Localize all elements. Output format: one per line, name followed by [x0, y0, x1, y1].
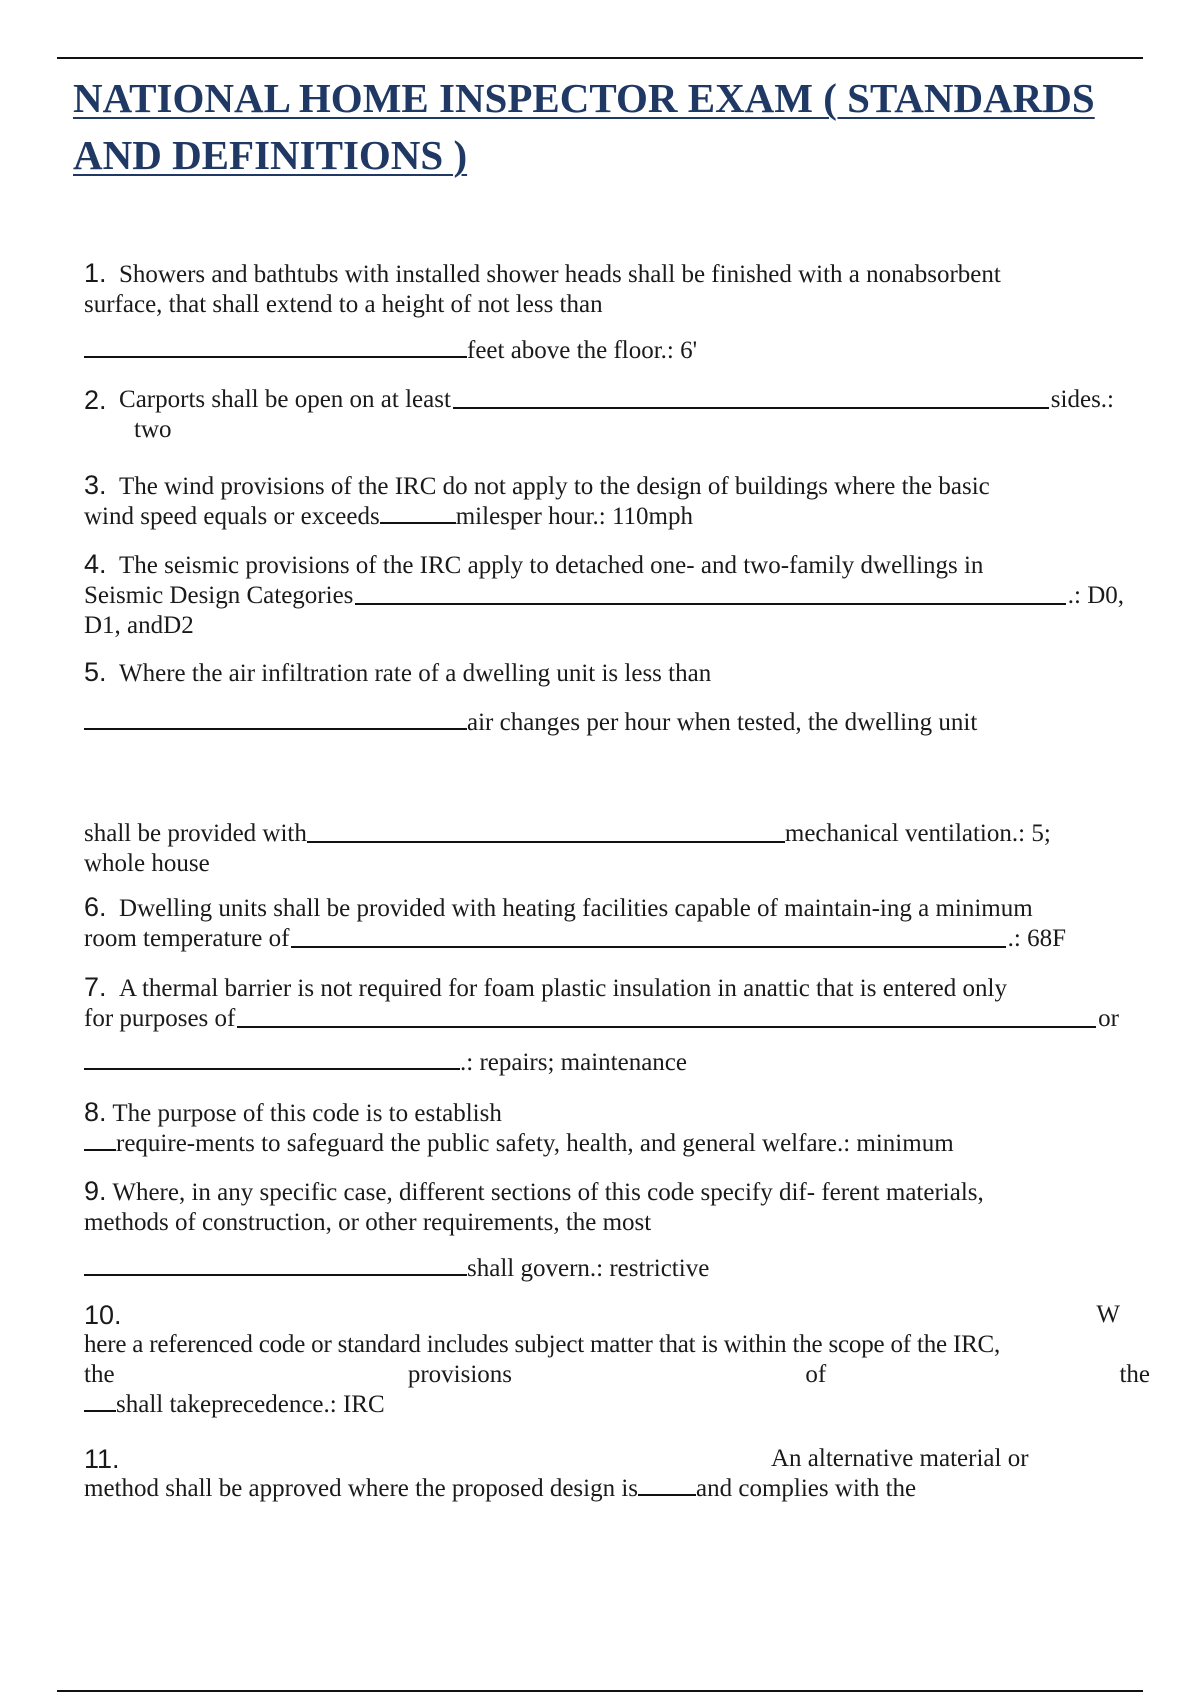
question-text: Dwelling units shall be provided with heating facilities capable of maintain-ing a minimum: [119, 895, 1033, 922]
answer-blank: [84, 1129, 116, 1151]
question-4: [84, 549, 1150, 641]
question-number: 11.: [84, 1444, 120, 1474]
question-text: Carports shall be open on at least: [119, 386, 451, 413]
question-text: The purpose of this code is to establish: [112, 1100, 502, 1127]
question-text: Seismic Design Categories: [84, 582, 354, 609]
question-text: D1, andD2: [84, 612, 194, 639]
question-text: methods of construction, or other requirements, the most: [84, 1209, 652, 1236]
question-text: W: [1096, 1301, 1120, 1328]
question-11: [84, 1444, 1150, 1504]
question-text: wind speed equals or exceeds: [84, 503, 380, 530]
question-number: 7.: [84, 972, 107, 1002]
answer-blank: [84, 1390, 116, 1412]
question-number: 2.: [84, 385, 107, 415]
answer-blank: [237, 1006, 1096, 1028]
question-text: the: [1119, 1361, 1150, 1388]
question-text: and complies with the: [696, 1475, 917, 1502]
answer-blank: [84, 1048, 460, 1070]
question-5: [84, 657, 1150, 879]
question-text: sides.:: [1050, 386, 1114, 413]
top-rule: [57, 57, 1143, 59]
document-title: NATIONAL HOME INSPECTOR EXAM ( STANDARDS AND DEFINITIONS ): [73, 75, 1095, 178]
answer-blank: [638, 1474, 696, 1496]
question-text: An alternative material or: [771, 1445, 1029, 1472]
question-number: 8.: [84, 1097, 107, 1127]
question-text: surface, that shall extend to a height of not less than: [84, 291, 603, 318]
answer-blank: [355, 583, 1065, 605]
question-number: 6.: [84, 892, 107, 922]
question-9: [84, 1176, 1150, 1284]
question-text: Showers and bathtubs with installed shower heads shall be finished with a nonabsorbent: [119, 261, 1001, 288]
question-text: the: [84, 1361, 115, 1388]
question-text: feet above the floor.: 6': [467, 337, 698, 364]
question-text: mechanical ventilation.: 5;: [784, 820, 1051, 847]
question-text: method shall be approved where the proposed design is: [84, 1475, 639, 1502]
answer-blank: [453, 387, 1049, 409]
question-text: A thermal barrier is not required for foam plastic insulation in anattic that is entered only: [119, 975, 1007, 1002]
question-text: The wind provisions of the IRC do not apply to the design of buildings where the basic: [119, 473, 990, 500]
question-text: for purposes of: [84, 1005, 236, 1032]
question-text: shall takeprecedence.: IRC: [116, 1391, 385, 1418]
question-text: The seismic provisions of the IRC apply to detached one- and two-family dwellings in: [119, 552, 984, 579]
question-text: whole house: [84, 850, 210, 877]
question-text: Where the air infiltration rate of a dwelling unit is less than: [119, 660, 712, 687]
question-number: 9.: [84, 1176, 107, 1206]
question-10: [84, 1300, 1148, 1420]
question-text: require-ments to safeguard the public safety, health, and general welfare.: minimum: [116, 1130, 954, 1157]
question-text: milesper hour.: 110mph: [455, 503, 693, 530]
question-text: two: [134, 416, 172, 443]
question-6: [84, 892, 1150, 954]
question-text: Where, in any specific case, different sections of this code specify dif- ferent materials,: [112, 1179, 984, 1206]
question-text: .: 68F: [1007, 925, 1066, 952]
question-text: .: D0,: [1067, 582, 1124, 609]
question-number: 5.: [84, 657, 107, 687]
question-number: 1.: [84, 258, 107, 288]
question-text: .: repairs; maintenance: [460, 1049, 687, 1076]
answer-blank: [307, 821, 785, 843]
answer-blank: [380, 502, 456, 524]
question-1: [84, 258, 1150, 366]
question-number: 10.: [84, 1300, 122, 1330]
question-text: room temperature of: [84, 925, 290, 952]
question-text: air changes per hour when tested, the dwelling unit: [467, 709, 978, 736]
question-text: of: [805, 1361, 827, 1388]
question-number: 3.: [84, 470, 107, 500]
question-3: [84, 470, 1150, 532]
answer-blank: [84, 708, 467, 730]
bottom-rule: [57, 1690, 1143, 1692]
question-text: provisions: [407, 1361, 513, 1388]
question-text: or: [1098, 1005, 1119, 1032]
question-text: shall be provided with: [84, 820, 307, 847]
question-7: [84, 972, 1150, 1078]
answer-blank: [84, 1254, 467, 1276]
answer-blank: [84, 336, 467, 358]
question-number: 4.: [84, 549, 107, 579]
question-text: here a referenced code or standard includes subject matter that is within the scope of the IRC,: [84, 1331, 1001, 1358]
answer-blank: [291, 926, 1005, 948]
question-2: [84, 385, 1150, 445]
question-8: [84, 1097, 1150, 1159]
question-text: shall govern.: restrictive: [467, 1255, 710, 1282]
